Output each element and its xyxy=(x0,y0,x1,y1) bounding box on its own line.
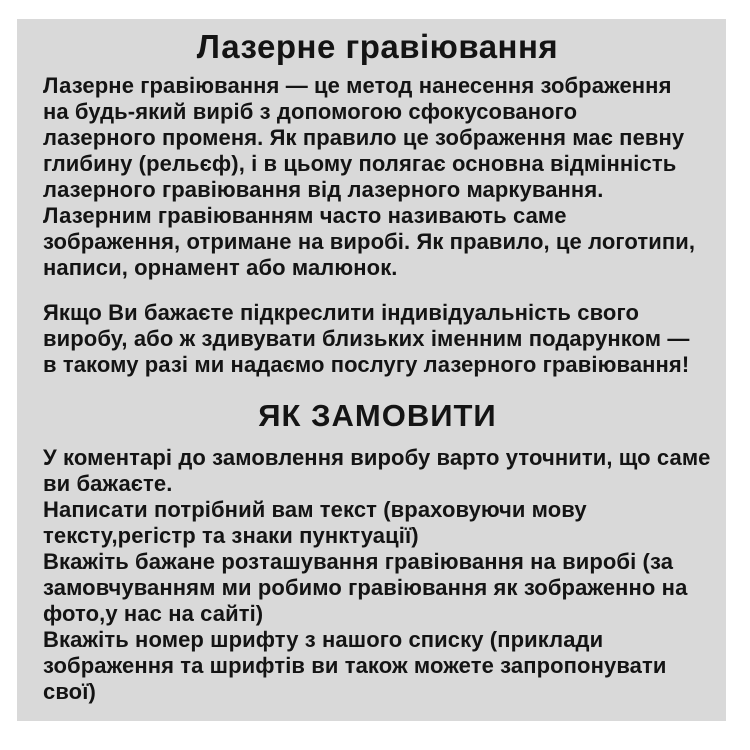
text-line: Написати потрібний вам текст (враховуючи мову xyxy=(43,497,587,522)
text-line: на будь-який виріб з допомогою сфокусованого xyxy=(43,99,578,124)
text-line: У коментарі до замовлення виробу варто уточнити, що саме xyxy=(43,445,711,470)
text-line: виробу, або ж здивувати близьких іменним подарунком — xyxy=(43,326,690,351)
text-line: зображення, отримане на виробі. Як правило, це логотипи, xyxy=(43,229,696,254)
how-to-order-heading: ЯК ЗАМОВИТИ xyxy=(258,398,497,433)
text-line: Вкажіть номер шрифту з нашого списку (приклади xyxy=(43,627,604,652)
text-line: глибину (рельєф), і в цьому полягає основна відмінність xyxy=(43,151,677,176)
text-line: лазерного гравіювання від лазерного маркування. xyxy=(43,177,604,202)
text-line: ви бажаєте. xyxy=(43,471,173,496)
text-line: Лазерне гравіювання — це метод нанесення зображення xyxy=(43,73,672,98)
text-line: написи, орнамент або малюнок. xyxy=(43,255,398,280)
text-line: Лазерним гравіюванням часто називають саме xyxy=(43,203,567,228)
text-line: лазерного променя. Як правило це зображення має певну xyxy=(43,125,685,150)
offer-paragraph xyxy=(43,300,712,378)
text-line: свої) xyxy=(43,679,96,704)
text-line: Вкажіть бажане розташування гравіювання на виробі (за xyxy=(43,549,674,574)
text-line: Якщо Ви бажаєте підкреслити індивідуальність свого xyxy=(43,300,639,325)
text-line: замовчуванням ми робимо гравіювання як зображенно на xyxy=(43,575,688,600)
text-line: фото,у нас на сайті) xyxy=(43,601,264,626)
page-title: Лазерне гравіювання xyxy=(196,28,559,65)
intro-paragraph xyxy=(43,73,712,281)
order-instructions-paragraph xyxy=(43,445,712,705)
info-panel xyxy=(17,19,726,721)
text-line: тексту,регістр та знаки пунктуації) xyxy=(43,523,419,548)
text-line: в такому разі ми надаємо послугу лазерного гравіювання! xyxy=(43,352,690,377)
text-line: зображення та шрифтів ви також можете запропонувати xyxy=(43,653,667,678)
